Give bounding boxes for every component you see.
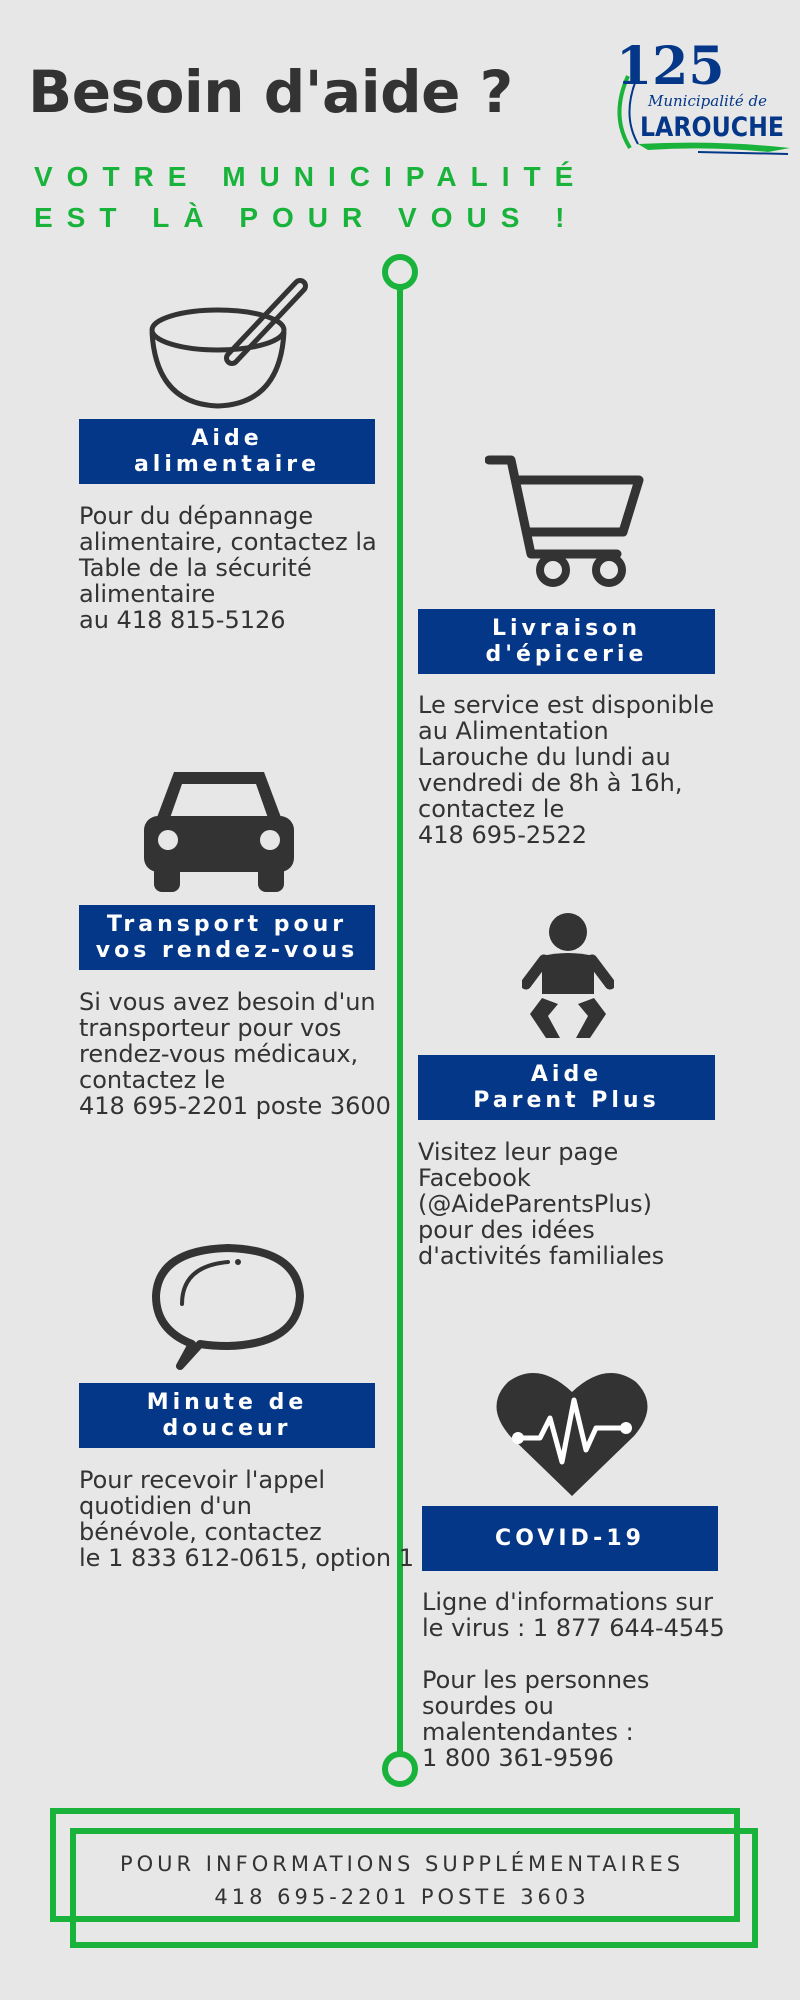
label-transport: Transport pour vos rendez-vous [79, 905, 375, 970]
label-aide-parent-plus: Aide Parent Plus [418, 1055, 715, 1120]
timeline-top-dot [385, 257, 415, 287]
footer-phone: 418 695-2201 POSTE 3603 [214, 1885, 590, 1909]
label-minute-douceur: Minute de douceur [79, 1383, 375, 1448]
desc-minute-douceur: Pour recevoir l'appel quotidien d'un bénévole, contactez le 1 833 612-0615, option 1 [79, 1466, 414, 1572]
speech-bubble-icon [152, 1242, 304, 1372]
timeline-bottom-dot [385, 1754, 415, 1784]
subtitle-line: VOTRE MUNICIPALITÉ [34, 161, 588, 192]
desc-covid-deaf-line: Pour les personnes sourdes ou malentendantes : 1 800 361-9596 [422, 1666, 650, 1772]
subtitle-line: EST LÀ POUR VOUS ! [34, 202, 579, 233]
bowl-icon [140, 272, 310, 412]
desc-transport: Si vous avez besoin d'un transporteur pour vos rendez-vous médicaux, contactez le 418 695-2201 poste 3600 [79, 988, 391, 1120]
heartbeat-icon [496, 1370, 648, 1498]
desc-covid-info-line: Ligne d'informations sur le virus : 1 877 644-4545 [422, 1588, 725, 1642]
logo-name: LAROUCHE [640, 112, 784, 143]
shopping-cart-icon [485, 452, 645, 588]
label-covid: COVID-19 [422, 1506, 718, 1571]
footer-text [52, 1848, 752, 1914]
desc-aide-parent-plus: Visitez leur page Facebook (@AideParentsPlus) pour des idées d'activités familiales [418, 1138, 665, 1270]
desc-aide-alimentaire: Pour du dépannage alimentaire, contactez la Table de la sécurité alimentaire au 418 815-5126 [79, 502, 377, 634]
footer-line: POUR INFORMATIONS SUPPLÉMENTAIRES [119, 1852, 685, 1876]
label-aide-alimentaire: Aide alimentaire [79, 419, 375, 484]
label-livraison-epicerie: Livraison d'épicerie [418, 609, 715, 674]
car-icon [142, 764, 296, 892]
baby-icon [522, 912, 614, 1042]
logo-number: 125 [616, 36, 725, 97]
page-title: Besoin d'aide ? [28, 58, 513, 126]
desc-livraison-epicerie: Le service est disponible au Alimentation Larouche du lundi au vendredi de 8h à 16h, contactez le 418 695-2522 [418, 691, 715, 849]
logo-tagline: Municipalité de [648, 92, 767, 110]
